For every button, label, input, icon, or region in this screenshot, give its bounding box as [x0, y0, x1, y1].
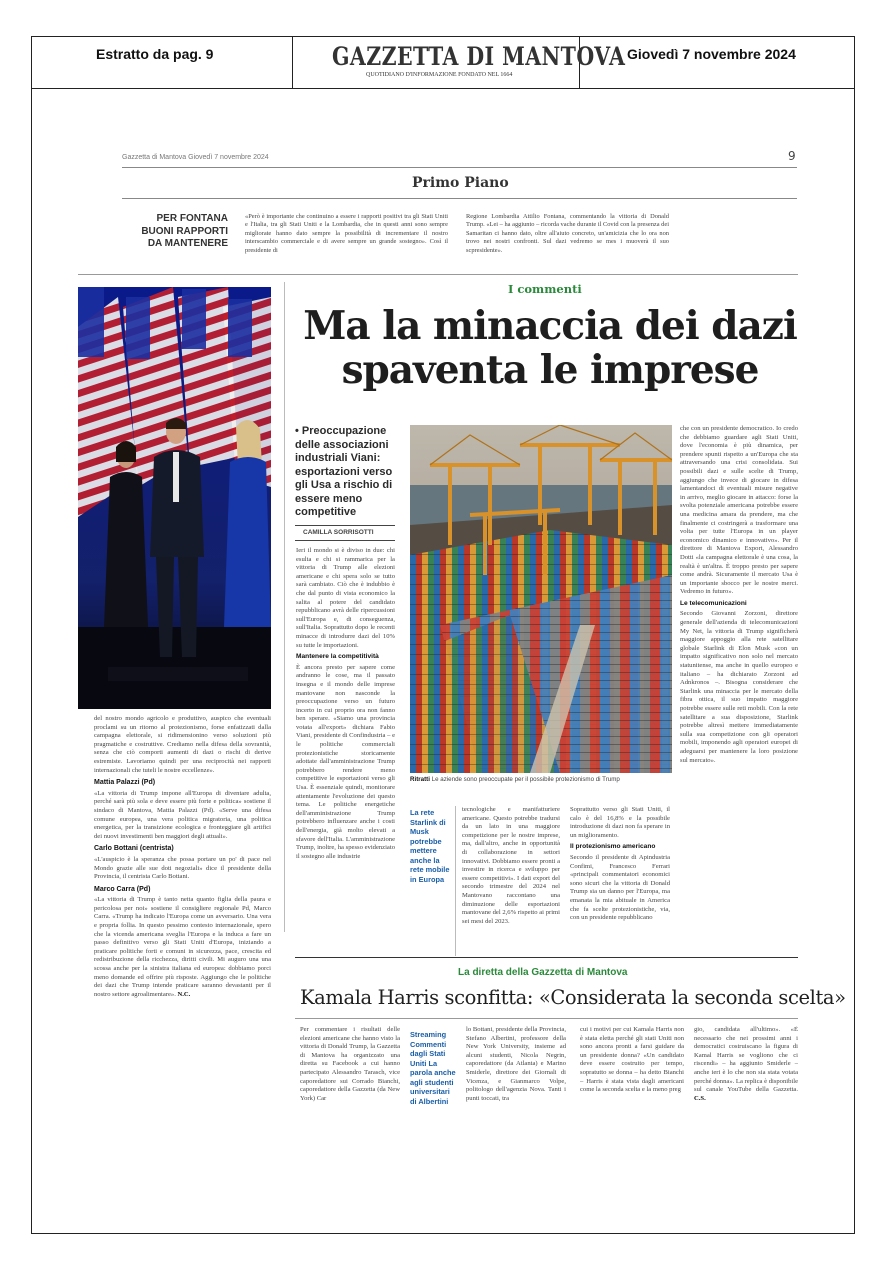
- container-port-illustration: [410, 425, 672, 773]
- bottom-story-kicker: La diretta della Gazzetta di Mantova: [458, 967, 628, 978]
- bottom-headline-rule: [295, 1018, 798, 1019]
- page-number: 9: [788, 149, 796, 163]
- article-headline: [300, 304, 800, 392]
- masthead-subtitle: QUOTIDIANO D'INFORMAZIONE FONDATO NEL 1664: [366, 72, 513, 78]
- top-story-rule: [78, 274, 798, 275]
- photo-caption-text: Le aziende sono preoccupate per il possibile protezionismo di Trump: [431, 776, 620, 783]
- bottom-col-2: lo Bottani, presidente della Provincia, Stefano Albertini, professore della New York University, insieme ad alcuni studenti, Nicola Negrin, caporedattore (da Atlanta) e Marino Smiderle, direttore dei Giornali di Vicenza, e Gianmarco Volpe, politologo dell'agenzia Nova. Tanti i punti toccati, tra: [466, 1026, 566, 1102]
- opinion-name-palazzi: Mattia Palazzi (Pd): [94, 779, 156, 787]
- top-story-col-2: Regione Lombardia Attilio Fontana, commentando la vittoria di Donald Trump. «Lei – ha aggiunto – ricorda vache durante il Covid con la presenza dei Samaritan ci hanno dato, oltre all'aiuto concreto, un'amicizia che lo ora non trovo nei nostri confronti. Sul dazi vedremo se mes i muoverà il suo scpresidente».: [466, 213, 669, 254]
- bottom-col-4: [694, 1026, 798, 1186]
- photo-caption-label: Ritratti: [410, 776, 430, 783]
- container-port-photo: [410, 425, 672, 773]
- article-headline-line-2: spaventa le imprese: [341, 347, 759, 393]
- article-col-c-p2: Secondo il presidente di Apindustria Confimi, Francesco Ferrari «principali commentatori economici sono sicuri che la vittoria di Donald Trump sia un danno per l'Europa, ma emanata la mia abituale in America che fa scelte protezionistiche, via, con un presidente repubblicano: [570, 853, 670, 922]
- article-subhead-telecomunicazioni: Le telecomunicazioni: [680, 599, 747, 607]
- bottom-story-headline: Kamala Harris sconfitta: «Considerata la seconda scelta»: [300, 986, 846, 1009]
- section-rule: [122, 198, 797, 199]
- header-divider-left: [292, 36, 293, 89]
- bottom-signature: C.S.: [694, 1094, 706, 1102]
- sidebar-divider: [455, 806, 456, 956]
- left-column: [94, 715, 271, 1215]
- opinion-name-bottani: Carlo Bottani (centrista): [94, 845, 174, 853]
- bottom-col-4-text: gio, candidata all'ultimo». «È necessario che nei prossimi anni i democratici costruiscano la figura di Kamal Harris se vogliono che ci riscendi» – ha aggiunto Smiderle – anche ieri è lo che non sia stata votata perché donna». La replica è disponibile sul canale YouTube della Gazzetta.: [694, 1026, 798, 1094]
- byline-rule-bottom: [295, 540, 395, 541]
- bottom-col-1: Per commentare i risultati delle elezioni americane che hanno visto la vittoria di Donald Trump, la Gazzetta di Mantova ha organizzato una diretta su Facebook a cui hanno partecipato Alessandro Tarasch, vice caporedattore sui Corrado Bianchi, caporedattore della Gazzetta (da New York) Car: [300, 1026, 400, 1102]
- running-head-rule: [122, 167, 797, 168]
- top-story-col-1: «Però è importante che continuino a essere i rapporti positivi tra gli Stati Uniti e l'Italia, tra gli Stati Uniti e la Lombardia, che in questi anni sono sempre migliorate hanno dato sempre la possibilità di incrementare il nostro interscambio commerciale e di avere sempre un grande sostegno». Così il presidente di: [245, 213, 448, 254]
- article-col-a: [296, 547, 395, 951]
- article-section-label: I commenti: [508, 282, 582, 296]
- bottom-col-3: cui i motivi per cui Kamala Harris non è stata eletta perché gli stati Uniti non sono ancora pronti a farsi guidare da un presidente donna? «Un candidato deve essere costruito per tempo, sopratutto se donna – ha detto Bianchi – Harris è stata vista dagli americani come la seconda scelta e la meno preg: [580, 1026, 684, 1094]
- article-col-c: [570, 806, 670, 956]
- header-date: Giovedì 7 novembre 2024: [627, 46, 796, 62]
- vance-election-photo: [78, 287, 271, 709]
- photo-caption: [410, 776, 672, 783]
- article-col-c-p1: Soprattutto verso gli Stati Uniti, il calo è del 16,8% e la possibile introduzione di dazi non fa sperare in un miglioramento.: [570, 806, 670, 839]
- section-title: Primo Piano: [412, 175, 509, 191]
- article-headline-line-1: Ma la minaccia dei dazi: [303, 303, 797, 349]
- header-separator: [31, 88, 855, 89]
- starlink-sidebar: La rete Starlink di Musk potrebbe mettere anche la rete mobile in Europa: [410, 808, 450, 884]
- article-byline: CAMILLA SORRISOTTI: [303, 529, 374, 536]
- masthead-logo: GAZZETTA DI MANTOVA: [332, 42, 626, 71]
- running-head: Gazzetta di Mantova Giovedì 7 novembre 2024: [122, 154, 269, 161]
- article-col-a-p2: È ancora presto per sapere come andranno le cose, ma il passato insegna e il mondo delle imprese mantovane non nasconde la preoccupazione verso un futuro incerto in cui proprio ora non fanno ben sperare. «Siamo una provincia votata all'export» dichiara Fabio Viani, presidente di Confindustria – e le politiche commerciali protezionistiche storicamente adottate dall'amministrazione Trump potrebbero rendere meno competitive le esportazioni verso gli Usa. È essenziale quindi, monitorare attentamente l'evoluzione dei questo tema. Le politiche energetiche dell'amministrazione Trump potrebbero influenzare anche i costi dell'energia, già molto elevati a sfavore dell'Italia. L'amministrazione Trump, inoltre, ha spesso evidenziato il sostegno alle industrie: [296, 663, 395, 860]
- opinion-text-palazzi: «La vittoria di Trump impone all'Europa di diventare adulta, perché sarà più sola e deve essere più forte e politica» sostiene il sindaco di Mantova, Mattia Palazzi (Pd). «Serve una difesa comune europea, una vera politica migratoria, una politica energetica, per la transizione ecologica e fronteggiare gli artifici dei nuovi investimenti ben maggiori degli attuali».: [94, 789, 271, 840]
- article-col-d-p1: che con un presidente democratico. Io credo che debbiamo guardare agli Stati Uniti, dove l'economia è più dinamica, per prendere spunti rispetto a un'Europa che sta attraversando una crisi consolidata. Sui possibili dazi e sulle scelte di Trump, aggiungo che invece di giocare in difesa lamentandoci di eventuali misure negative in arrivo, meglio giocare in attacco: forse la svolta potenziale americana potrebbe essere una medicina amara da prendere, ma che finalmente ci costringerà a trasformare una volta per tutte l'Europa in un player economico dinamico e innovativo». Per il direttore di Mantova Export, Alessandro Dotti «la campagna elettorale è una cosa, la realtà è un'altra. È troppo presto per sapere come andrà. Sicuramente il mercato Usa è un importante sbocco per le nostre merci. Vedremo in futuro».: [680, 425, 798, 596]
- streaming-sidebar: Streaming Commenti dagli Stati Uniti La parola anche agli studenti universitari di Albertini: [410, 1030, 456, 1106]
- column-divider-left: [284, 282, 285, 932]
- header-extract-label: Estratto da pag. 9: [96, 46, 214, 62]
- article-subhead-protezionismo: Il protezionismo americano: [570, 843, 656, 851]
- byline-rule-top: [295, 525, 395, 526]
- article-col-d: [680, 425, 798, 965]
- left-column-intro: del nostro mondo agricolo e produttivo, auspico che eventuali proclami su un ritorno al protezionismo, forse enfatizzati dalla campagna elettorale, si ridimensionino verso soluzioni più pragmatiche e costruttive. Crediamo nella difesa della sovranità, senza che ciò comporti aumenti di dazi o rischi di derive estremiste. Lavoriamo quindi per una reciprocità nei rapporti internazionali che tuteli le nostre eccellenze».: [94, 715, 271, 774]
- article-pullquote: • Preoccupazione delle associazioni industriali Viani: esportazioni verso gli Usa a rischio di essere meno competitive: [295, 425, 393, 518]
- article-col-b: tecnologiche e manifatturiere americane. Questo potrebbe tradursi da un lato in una maggiore competizione per le nostre imprese, ma, dall'altro, anche in opportunità di collaborazione in settori innovativi. Dobbiamo essere pronti a investire in ricerca e sviluppo per essere competitivi». I dati export del secondo trimestre del 2024 nel Mantovano raccontano una diminuzione delle esportazioni mantovane del 2,6% rispetto ai primi sei mesi del 2023.: [462, 806, 560, 925]
- article-col-d-p2: Secondo Giovanni Zorzoni, direttore generale dell'azienda di telecomunicazioni My Net, la vittoria di Trump significherà maggiore appoggio alla rete satellitare globale Starlink di Elon Musk «con un impatto significativo non solo nel mercato statunitense, ma anche in quello europeo e italiano – ha dichiarato Zorzoni ad Adnkronos –. Bisogna considerare che Starlink una minaccia per le mercato della fibra ottica, il suo impatto maggiore potrebbe essere sulle reti mobili. Con la rete satellitare a sua disposizione, Starlink potrebbe altresì mettere immediatamente sulla sua competizione con gli operatori mobili, imponendo agli operatori europei di adeguarsi per mantenere la loro posizione sul mercato».: [680, 610, 798, 764]
- bottom-story-rule: [295, 957, 798, 958]
- article-subhead-competitivita: Mantenere la competitività: [296, 653, 379, 661]
- article-col-a-p1: Ieri il mondo si è diviso in due: chi esulta e chi si rammarica per la vittoria di Trump alle elezioni americane e chi spera solo se tutto sarà cambiato. Ciò che è indubbio è che dal punto di vista economico la salita al potere del candidato repubblicano avrà delle ripercussioni sull'Europa e, di conseguenza, sull'Italia. Soprattutto dopo le recenti minacce di introdurre dazi del 10% su tutte le importazioni.: [296, 547, 395, 649]
- opinion-text-bottani: «L'auspicio è la speranza che possa portare un po' di pace nel Mondo grazie alle sue doti negoziali» dice il presidente della Provincia, il centrista Carlo Bottani.: [94, 855, 271, 881]
- vance-photo-illustration: [78, 287, 271, 709]
- opinion-name-carra: Marco Carra (Pd): [94, 885, 151, 893]
- opinion-signature: N.C.: [177, 990, 191, 998]
- opinion-text-carra: «La vittoria di Trump è tanto netta quanto figlia della paura e pericolosa per noi» sostiene il consigliere regionale Pd, Marco Carra. «Trump ha indicato l'Europa come un avversario. Una vera e propria follia. In questo pessimo contesto internazionale, spero che la vicenda americana sveglia l'Europa e la induca a fare un passo definitivo verso gli Stati Uniti d'Europa, iniziando a praticare politiche forti e comuni in sicurezza, pace, crescita ed redistribuzione della ricchezza, diritti civili. Mi auguro una una scossa anche per la sinistra italiana ed europea: dobbiamo porci meno domande ed offrire più risposte. Aggiungo che le politiche dei dazi che Trump intende praticare saranno devastanti per il nostro settore agroalimentare».: [94, 896, 271, 998]
- top-story-kicker: PER FONTANA BUONI RAPPORTI DA MANTENERE: [141, 213, 228, 249]
